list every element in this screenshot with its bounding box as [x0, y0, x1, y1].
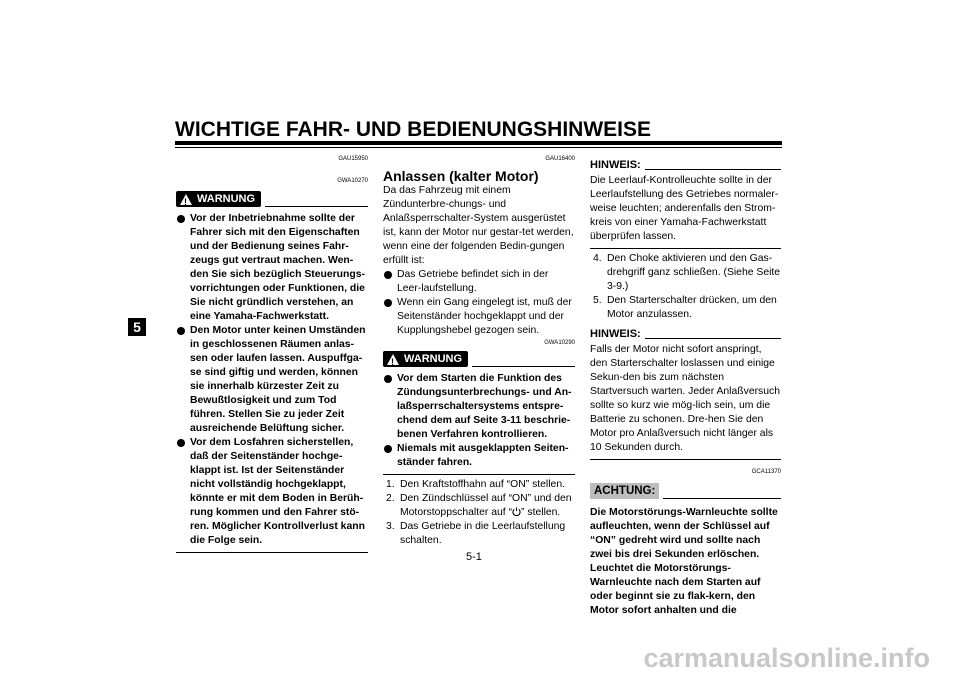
right-column [590, 158, 781, 618]
ref-code: GWA10270 [337, 178, 368, 184]
warning-header [176, 190, 368, 208]
list-item: Vor dem Starten die Funktion des Zündungsunterbrechungs- und An-laßsperrschaltersystems entspre-chend dem auf Seite 3-11 beschrie-benen Verfahren kontrollieren. [383, 372, 575, 442]
chapter-tab: 5 [128, 318, 146, 336]
bullet-icon [177, 327, 185, 335]
warning-list [383, 372, 575, 470]
steps-list [383, 478, 575, 548]
bullet-icon [384, 445, 392, 453]
caution-text: Die Motorstörungs-Warnleuchte sollte aufleuchten, wenn der Schlüssel auf “ON” gedreht wird und sollte nach zwei bis drei Sekunden erlöschen. Leuchtet die Motorstörungs-Warnleuchte nach dem Starten auf oder beginnt sie zu flak-kern, den Motor sofort anhalten und die [590, 507, 778, 616]
warning-label: WARNUNG [197, 193, 256, 205]
title-rule-thin [175, 147, 782, 148]
title-rule [175, 141, 782, 145]
warning-label: WARNUNG [404, 353, 463, 365]
caution-rule [663, 498, 781, 499]
list-item: Den Motor unter keinen Umständen in geschlossenen Räumen anlas-sen oder laufen lassen. Auspuffga-se sind giftig und werden, können sie innerhalb kürzester Zeit zu Bewußtlosigkeit und zum Tod führen. Stellen Sie zu jeder Zeit ausreichende Belüftung sicher. [176, 324, 368, 436]
page-title: WICHTIGE FAHR- UND BEDIENUNGSHINWEISE [175, 118, 652, 141]
caution-header [590, 482, 781, 500]
engine-stop-icon [512, 507, 521, 516]
warning-list [176, 212, 368, 548]
note-end-rule [590, 459, 781, 460]
note-header [590, 158, 781, 172]
bullet-icon [384, 271, 392, 279]
bullet-icon [177, 215, 185, 223]
note-label: HINWEIS: [590, 159, 641, 171]
note-rule [645, 169, 781, 170]
section-heading: Anlassen (kalter Motor) [383, 168, 539, 184]
ref-code: GCA11370 [751, 469, 781, 475]
list-item: Vor dem Losfahren sicherstellen, daß der Seitenständer hochge-klappt ist. Ist der Seitenständer nicht vollständig hochgeklappt, könnte er mit dem Boden in Berüh-rung kommen und den Fahrer stö-ren. Möglicher Kontrollverlust kann die Folge sein. [176, 436, 368, 548]
note-label: HINWEIS: [590, 328, 641, 340]
bullet-icon [177, 439, 185, 447]
middle-column [383, 152, 575, 548]
ref-code: GWA10290 [544, 340, 575, 346]
page-number: 5-1 [466, 551, 482, 563]
steps-list [590, 252, 781, 322]
intro-paragraph: Da das Fahrzeug mit einem Zündunterbre-chungs- und Anlaßsperrschalter-System ausgerüstet ist, kann der Motor nur gestar-tet werden, wenn eine der folgenden Bedin-gungen erfüllt ist: [383, 185, 574, 266]
footer-bar [0, 640, 960, 678]
list-item: Niemals mit ausgeklappten Seiten-ständer fahren. [383, 442, 575, 470]
note-rule [645, 338, 781, 339]
warning-rule [472, 366, 575, 367]
warning-triangle-icon: ! [387, 354, 399, 365]
list-item: Das Getriebe befindet sich in der Leer-laufstellung. [383, 268, 575, 296]
step-item: 5. Den Starterschalter drücken, um den Motor anzulassen. [593, 295, 777, 320]
warning-rule [265, 206, 368, 207]
step-item: 3. Das Getriebe in die Leerlaufstellung schalten. [386, 521, 566, 546]
bullet-icon [384, 375, 392, 383]
step-item: 1. Den Kraftstoffhahn auf “ON” stellen. [386, 479, 565, 490]
caution-badge: ACHTUNG: [590, 483, 659, 499]
warning-end-rule [176, 552, 368, 553]
list-item: Vor der Inbetriebnahme sollte der Fahrer sich mit den Eigenschaften und der Bedienung seines Fahr-zeugs gut vertraut machen. Wen-den Sie sich bezüglich Steuerungs-vorrichtungen oder Funktionen, die Sie nicht gründlich verstehen, an eine Yamaha-Fachwerkstatt. [176, 212, 368, 324]
list-item: Wenn ein Gang eingelegt ist, muß der Seitenständer hochgeklappt und der Kupplungshebel gezogen sein. [383, 296, 575, 338]
warning-header [383, 350, 575, 368]
footer-watermark: carmanualsonline.info [643, 643, 930, 673]
step-item: 4. Den Choke aktivieren und den Gas-drehgriff ganz schließen. (Siehe Seite 3-9.) [593, 253, 781, 292]
left-column [176, 152, 368, 553]
bullet-icon [384, 299, 392, 307]
warning-end-rule [383, 474, 575, 475]
warning-badge [383, 351, 468, 367]
note-text: Die Leerlauf-Kontrolleuchte sollte in der Leerlaufstellung des Getriebes normaler-weise leuchten; anderenfalls den Strom-kreis von einer Yamaha-Fachwerkstatt überprüfen lassen. [590, 175, 779, 242]
warning-triangle-icon: ! [180, 194, 192, 205]
note-text: Falls der Motor nicht sofort anspringt, den Starterschalter loslassen und einige Sekun-den bis zum nächsten Startversuch warten. Jeder Anlaßversuch sollte so kurz wie mög-lich sein, um die Batterie zu schonen. Dre-hen Sie den Motor pro Anlaßversuch nicht länger als 10 Sekunden durch. [590, 344, 781, 453]
step-item: 2. Den Zündschlüssel auf “ON” und den Motorstoppschalter auf “ ” stellen. [386, 493, 572, 518]
warning-badge [176, 191, 261, 207]
note-end-rule [590, 248, 781, 249]
ref-code: GAU15950 [338, 156, 368, 162]
condition-list [383, 268, 575, 338]
ref-code: GAU16400 [545, 156, 575, 162]
note-header [590, 327, 781, 341]
